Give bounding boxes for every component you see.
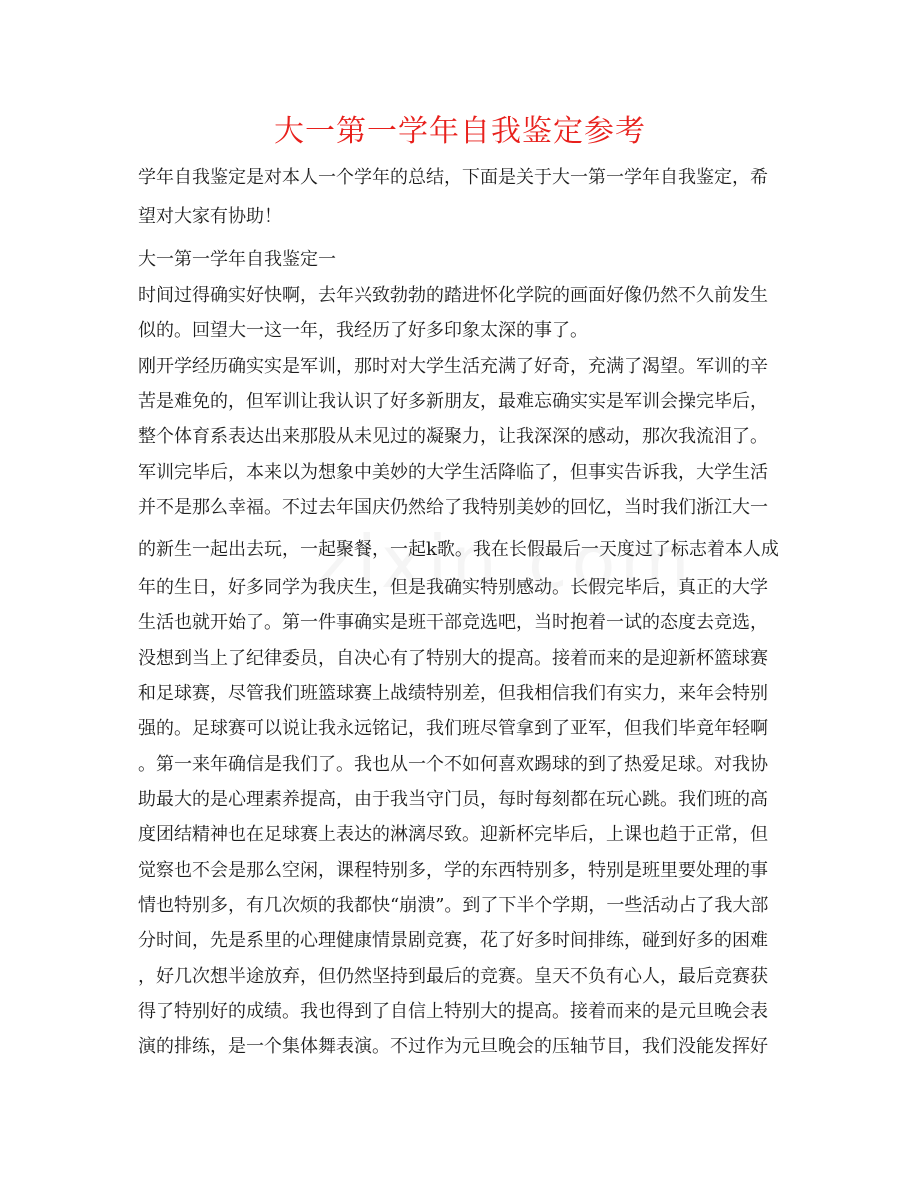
- paragraph-line: 演的排练，是一个集体舞表演。不过作为元旦晚会的压轴节目，我们没能发挥好: [138, 1036, 768, 1057]
- paragraph-line: 得了特别好的成绩。我也得到了自信上特别大的提高。接着而来的是元旦晚会表: [138, 1001, 768, 1022]
- paragraph-line: 学年自我鉴定是对本人一个学年的总结，下面是关于大一第一学年自我鉴定，希: [138, 167, 768, 188]
- paragraph-line: 强的。足球赛可以说让我永远铭记，我们班尽管拿到了亚军，但我们毕竟年轻啊: [138, 718, 768, 739]
- paragraph-line: 分时间，先是系里的心理健康情景剧竞赛，花了好多时间排练，碰到好多的困难: [138, 930, 768, 951]
- paragraph-line: 望对大家有协助！: [138, 206, 282, 227]
- paragraph-line: 似的。回望大一这一年，我经历了好多印象太深的事了。: [138, 320, 588, 341]
- document-title: 大一第一学年自我鉴定参考: [274, 114, 646, 149]
- paragraph-line: 军训完毕后，本来以为想象中美妙的大学生活降临了，但事实告诉我，大学生活: [138, 462, 768, 483]
- paragraph-line: 时间过得确实好快啊，去年兴致勃勃的踏进怀化学院的画面好像仍然不久前发生: [138, 285, 768, 306]
- paragraph-line: 。第一来年确信是我们了。我也从一个不如何喜欢踢球的到了热爱足球。对我协: [138, 754, 768, 775]
- paragraph-line: 年的生日，好多同学为我庆生，但是我确实特别感动。长假完毕后，真正的大学: [138, 577, 768, 598]
- paragraph-line: 的新生一起出去玩，一起聚餐，一起k歌。我在长假最后一天度过了标志着本人成: [138, 539, 779, 560]
- paragraph-line: 并不是那么幸福。不过去年国庆仍然给了我特别美妙的回忆，当时我们浙江大一: [138, 497, 768, 518]
- section-heading: 大一第一学年自我鉴定一: [138, 249, 336, 270]
- paragraph-line: 没想到当上了纪律委员，自决心有了特别大的提高。接着而来的是迎新杯篮球赛: [138, 648, 768, 669]
- paragraph-line: 苦是难免的，但军训让我认识了好多新朋友，最难忘确实实是军训会操完毕后，: [138, 391, 768, 412]
- paragraph-line: ，好几次想半途放弃，但仍然坚持到最后的竞赛。皇天不负有心人，最后竞赛获: [138, 966, 768, 987]
- paragraph-line: 和足球赛，尽管我们班篮球赛上战绩特别差，但我相信我们有实力，来年会特别: [138, 683, 768, 704]
- paragraph-line: 情也特别多，有几次烦的我都快“崩溃”。到了下半个学期，一些活动占了我大部: [138, 895, 769, 916]
- paragraph-line: 度团结精神也在足球赛上表达的淋漓尽致。迎新杯完毕后，上课也趋于正常，但: [138, 824, 768, 845]
- paragraph-line: 刚开学经历确实实是军训，那时对大学生活充满了好奇，充满了渴望。军训的辛: [138, 356, 768, 377]
- paragraph-line: 助最大的是心理素养提高，由于我当守门员，每时每刻都在玩心跳。我们班的高: [138, 789, 768, 810]
- paragraph-line: 觉察也不会是那么空闲，课程特别多，学的东西特别多，特别是班里要处理的事: [138, 860, 768, 881]
- paragraph-line: 整个体育系表达出来那股从未见过的凝聚力，让我深深的感动，那次我流泪了。: [138, 426, 768, 447]
- paragraph-line: 生活也就开始了。第一件事确实是班干部竞选吧，当时抱着一试的态度去竞选，: [138, 612, 768, 633]
